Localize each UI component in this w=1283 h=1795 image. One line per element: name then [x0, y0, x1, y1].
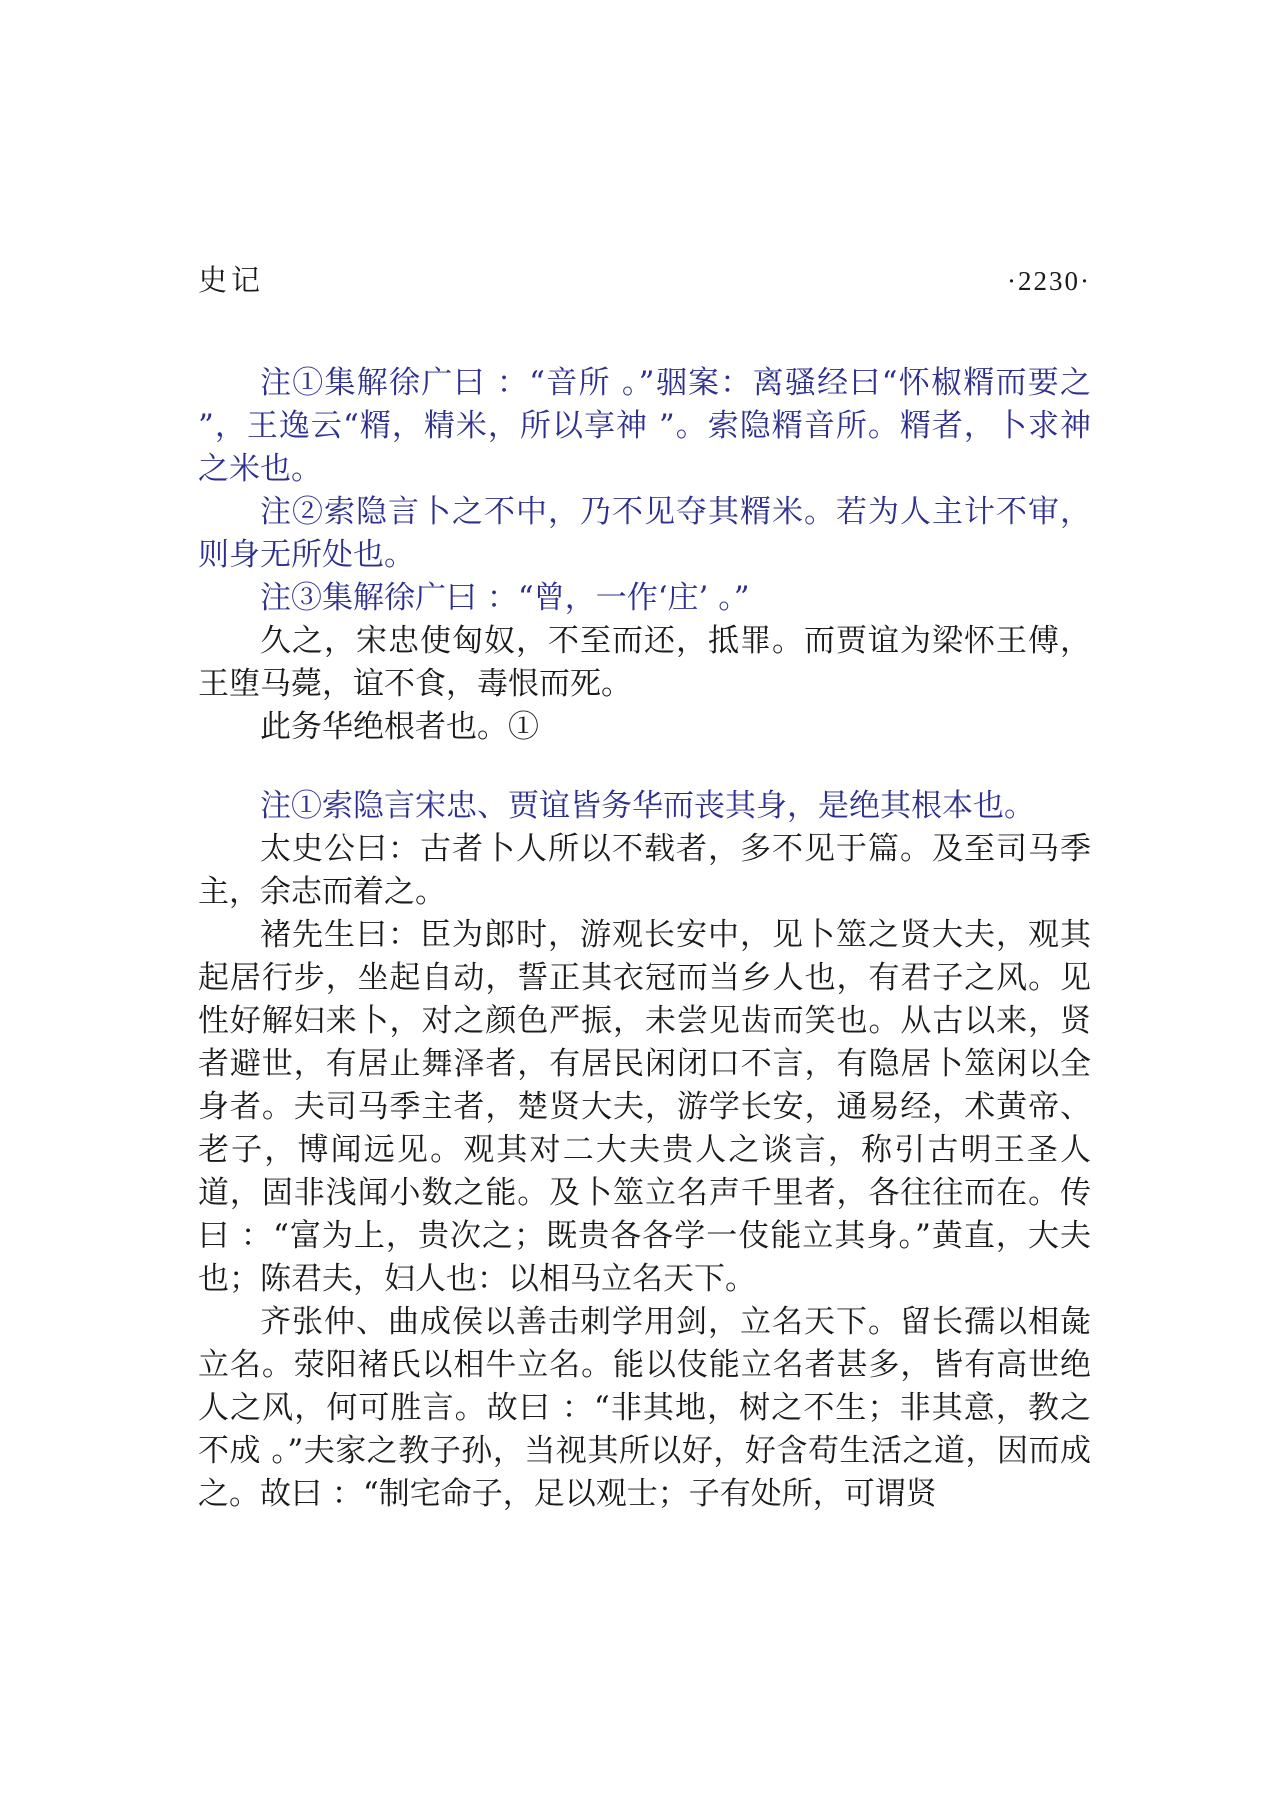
- text-paragraph: 褚先生曰：臣为郎时，游观长安中，见卜筮之贤大夫，观其起居行步，坐起自动，誓正其衣冠而当乡人也，有君子之风。见性好解妇来卜，对之颜色严振，未尝见齿而笑也。从古以来，贤者避世，有居止舞泽者，有居民闲闭口不言，有隐居卜筮闲以全身者。夫司马季主者，楚贤大夫，游学长安，通易经，术黄帝、老子，博闻远见。观其对二大夫贵人之谈言，称引古明王圣人道，固非浅闻小数之能。及卜筮立名声千里者，各往往而在。传曰 ：“富为上，贵次之；既贵各各学一伎能立其身。”黄直，大夫也；陈君夫，妇人也：以相马立名天下。: [198, 917, 1091, 1297]
- book-title: 史记: [198, 263, 265, 297]
- book-page: [198, 258, 1091, 1516]
- page-header: [198, 258, 1091, 314]
- paragraph-gap: [198, 749, 1091, 785]
- page-number: ·2230·: [1007, 266, 1091, 296]
- text-paragraph: 齐张仲、曲成侯以善击刺学用剑，立名天下。留长孺以相彘立名。荥阳褚氏以相牛立名。能以伎能立名者甚多，皆有高世绝人之风，何可胜言。故曰 ：“非其地，树之不生；非其意，教之不成 。”夫家之教子孙，当视其所以好，好含苟生活之道，因而成之。故曰 ：“制宅命子，足以观士；子有处所，可谓贤: [198, 1304, 1091, 1512]
- text-paragraph: 此务华绝根者也。①: [260, 709, 539, 745]
- text-paragraph: 久之，宋忠使匈奴，不至而还，抵罪。而贾谊为梁怀王傅，王堕马薨，谊不食，毒恨而死。: [198, 623, 1091, 702]
- annotation-paragraph: 注①索隐言宋忠、贾谊皆务华而丧其身，是绝其根本也。: [260, 788, 1035, 824]
- annotation-paragraph: 注③集解徐广曰 ：“曾，一作‘庄’ 。”: [260, 580, 750, 616]
- page-body: [198, 362, 1091, 1516]
- annotation-paragraph: 注①集解徐广曰 ：“音所 。”骃案：离骚经曰“怀椒糈而要之 ”，王逸云“糈，精米，所以享神 ”。索隐糈音所。糈者，卜求神之米也。: [198, 365, 1091, 487]
- annotation-paragraph: 注②索隐言卜之不中，乃不见夺其糈米。若为人主计不审，则身无所处也。: [198, 494, 1091, 573]
- text-paragraph: 太史公曰：古者卜人所以不载者，多不见于篇。及至司马季主，余志而着之。: [198, 831, 1091, 910]
